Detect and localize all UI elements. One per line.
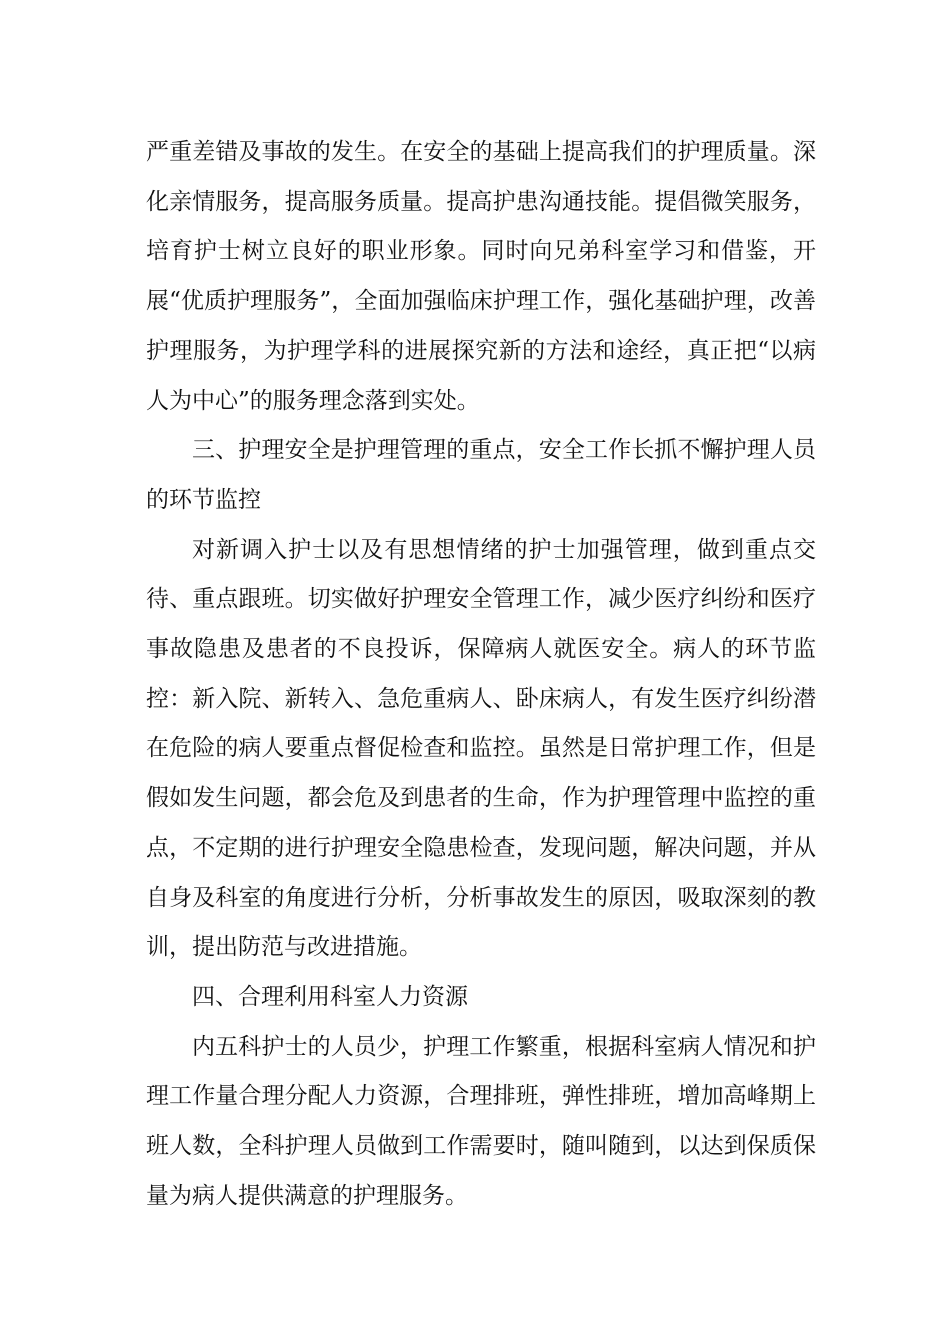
body-paragraph: 对新调入护士以及有思想情绪的护士加强管理，做到重点交待、重点跟班。切实做好护理安全管理工作，减少医疗纠纷和医疗事故隐患及患者的不良投诉，保障病人就医安全。病人的环节监控：新入院、新转入、急危重病人、卧床病人，有发生医疗纠纷潜在危险的病人要重点督促检查和监控。虽然是日常护理工作，但是假如发生问题，都会危及到患者的生命，作为护理管理中监控的重点，不定期的进行护理安全隐患检查，发现问题，解决问题，并从自身及科室的角度进行分析，分析事故发生的原因，吸取深刻的教训，提出防范与改进措施。 xyxy=(146,536,816,961)
document-page xyxy=(146,128,816,1221)
body-paragraph: 严重差错及事故的发生。在安全的基础上提高我们的护理质量。深化亲情服务，提高服务质量。提高护患沟通技能。提倡微笑服务，培育护士树立良好的职业形象。同时向兄弟科室学习和借鉴，开展“优质护理服务”，全面加强临床护理工作，强化基础护理，改善护理服务，为护理学科的进展探究新的方法和途经，真正把“以病人为中心”的服务理念落到实处。 xyxy=(146,139,816,414)
section-heading-3: 三、护理安全是护理管理的重点，安全工作长抓不懈护理人员的环节监控 xyxy=(146,437,816,513)
section-heading-4: 四、合理利用科室人力资源 xyxy=(192,983,468,1010)
body-paragraph: 内五科护士的人员少，护理工作繁重，根据科室病人情况和护理工作量合理分配人力资源，合理排班，弹性排班，增加高峰期上班人数，全科护理人员做到工作需要时，随叫随到，以达到保质保量为病人提供满意的护理服务。 xyxy=(146,1033,816,1209)
